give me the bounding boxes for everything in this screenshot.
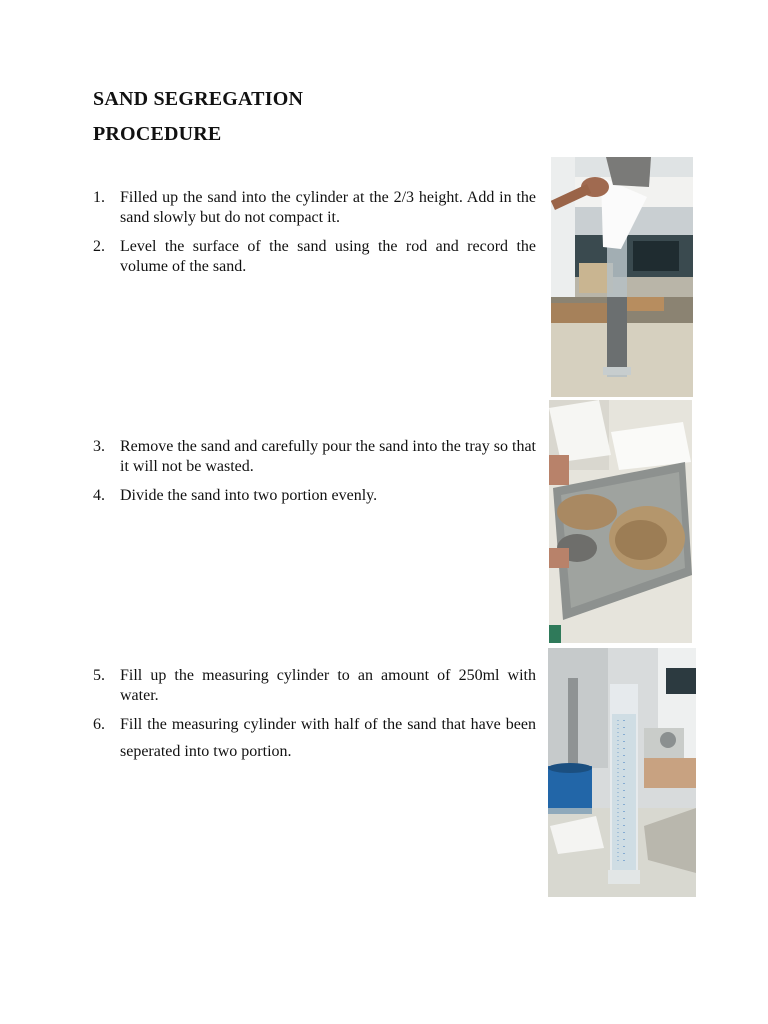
step-number: 4. [93,487,105,504]
photo-sand-divided-on-tray-image [549,400,692,643]
photo-sand-pouring-into-cylinder-image [551,157,693,397]
step-item [93,486,536,506]
step-text: Fill up the measuring cylinder to an amount of 250ml with water. [120,667,536,704]
step-group-3 [93,666,536,774]
step-item [93,715,536,765]
step-group-2 [93,437,536,515]
page-title: SAND SEGREGATION [93,88,304,110]
step-text: Divide the sand into two portion evenly. [120,487,378,504]
step-text: Remove the sand and carefully pour the sand into the tray so that it will not be wasted. [120,438,536,475]
photo-measuring-cylinder-with-water-image [548,648,696,897]
step-item [93,437,536,477]
step-number: 1. [93,189,105,206]
step-text: Filled up the sand into the cylinder at the 2/3 height. Add in the sand slowly but do not compact it. [120,189,536,226]
step-item [93,237,536,277]
photo-sand-divided-on-tray [549,400,692,643]
step-number: 6. [93,716,105,733]
step-text: Fill the measuring cylinder with half of the sand that have been seperated into two portion. [120,716,536,760]
step-number: 5. [93,667,105,684]
photo-sand-pouring-into-cylinder [551,157,693,397]
step-number: 3. [93,438,105,455]
section-heading: PROCEDURE [93,123,222,145]
step-item [93,188,536,228]
step-group-1 [93,188,536,286]
step-text: Level the surface of the sand using the rod and record the volume of the sand. [120,238,536,275]
step-item [93,666,536,706]
photo-measuring-cylinder-with-water [548,648,696,897]
step-number: 2. [93,238,105,255]
